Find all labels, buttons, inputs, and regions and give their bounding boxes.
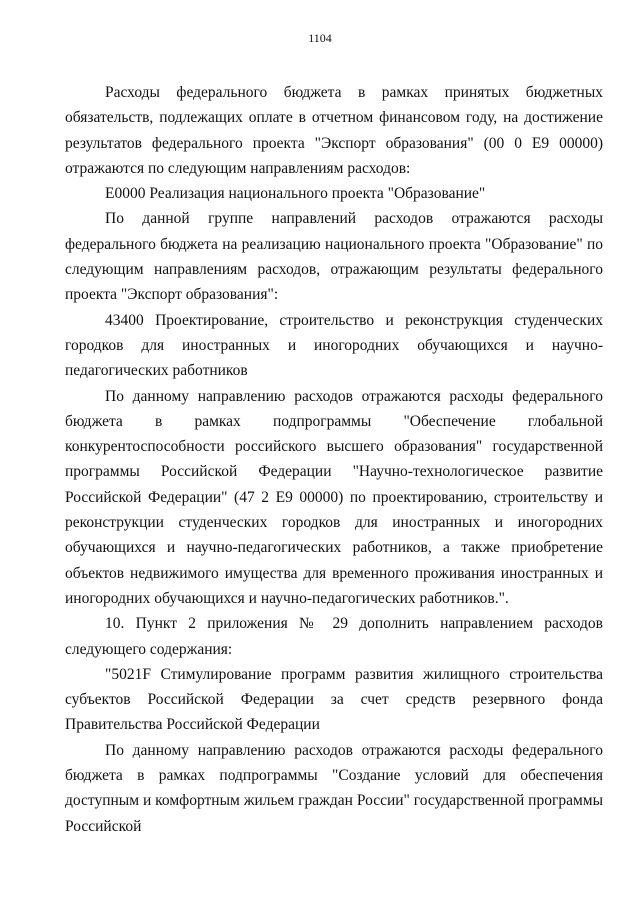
paragraph-5021f-description: По данному направлению расходов отражаются расходы федерального бюджета в рамках подпрограммы "Создание условий для обеспечения доступным и комфортным жильем граждан России" государственной программы Российской bbox=[65, 741, 603, 835]
paragraph-5021f-heading: "5021F Стимулирование программ развития жилищного строительства субъектов Российской Федерации за счет средств резервного фонда Правительства Российской Федерации bbox=[65, 665, 603, 734]
paragraph-43400-heading: 43400 Проектирование, строительство и реконструкция студенческих городков для иностранных и иногородних обучающихся и научно-педагогических работников bbox=[65, 311, 603, 380]
paragraph-43400-description: По данному направлению расходов отражаются расходы федерального бюджета в рамках подпрограммы "Обеспечение глобальной конкурентоспособности российского высшего образования" государственной программы Российской Федерации "Научно-технологическое развитие Российской Федерации" (47 2 Е9 00000) по проектированию, строительству и реконструкции студенческих городков для иностранных и иногородних обучающихся и научно-педагогических работников, а также приобретение объектов недвижимого имущества для временного проживания иностранных и иногородних обучающихся и научно-педагогических работников.". bbox=[65, 387, 603, 607]
paragraph-e0000-heading: Е0000 Реализация национального проекта "Образование" bbox=[105, 185, 486, 203]
paragraph-e0000-description: По данной группе направлений расходов отражаются расходы федерального бюджета на реализацию национального проекта "Образование" по следующим направлениям расходов, отражающим результаты федерального проекта "Экспорт образования": bbox=[65, 210, 603, 304]
document-body bbox=[65, 80, 603, 839]
paragraph-item-10: 10. Пункт 2 приложения № 29 дополнить направлением расходов следующего содержания: bbox=[65, 615, 603, 658]
page-number: 1104 bbox=[308, 31, 332, 45]
paragraph-expenses-intro: Расходы федерального бюджета в рамках принятых бюджетных обязательств, подлежащих оплате в отчетном финансовом году, на достижение результатов федерального проекта "Экспорт образования" (00 0 Е9 00000) отражаются по следующим направлениям расходов: bbox=[65, 84, 603, 177]
